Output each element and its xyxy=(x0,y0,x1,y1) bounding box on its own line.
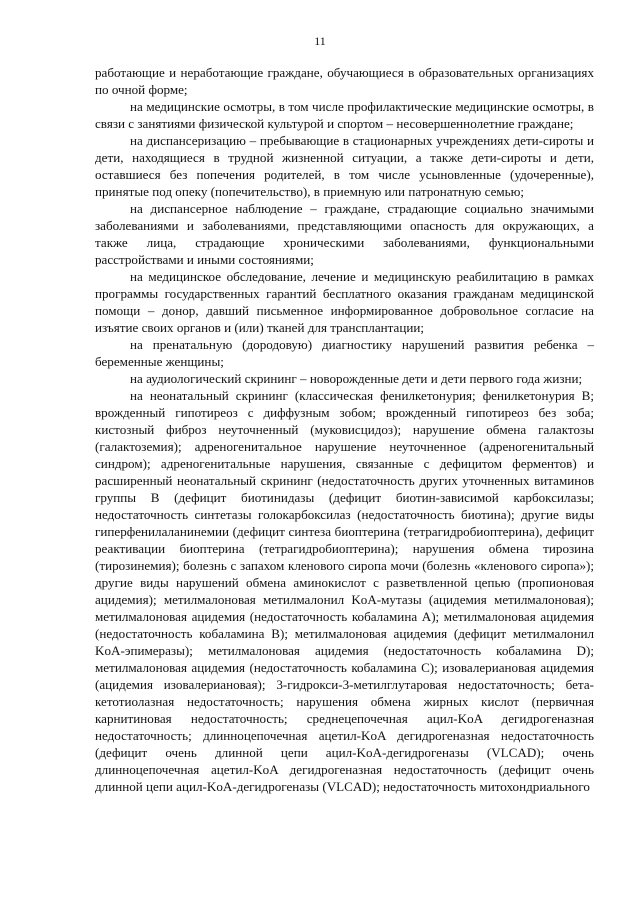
document-body xyxy=(95,64,594,795)
paragraph: на медицинское обследование, лечение и медицинскую реабилитацию в рамках программы государственных гарантий бесплатного оказания гражданам медицинской помощи – донор, давший письменное информированное добровольное согласие на изъятие своих органов и (или) тканей для трансплантации; xyxy=(95,269,594,335)
paragraph: на медицинские осмотры, в том числе профилактические медицинские осмотры, в связи с занятиями физической культурой и спортом – несовершеннолетние граждане; xyxy=(95,99,594,131)
paragraph: на диспансерное наблюдение – граждане, страдающие социально значимыми заболеваниями и заболеваниями, представляющими опасность для окружающих, а также лица, страдающие хроническими заболеваниями, функциональными расстройствами и иными состояниями; xyxy=(95,201,594,267)
paragraph: на аудиологический скрининг – новорожденные дети и дети первого года жизни; xyxy=(130,371,583,386)
paragraph: на пренатальную (дородовую) диагностику нарушений развития ребенка – беременные женщины; xyxy=(95,337,594,369)
paragraph: работающие и неработающие граждане, обучающиеся в образовательных организациях по очной форме; xyxy=(95,65,594,97)
paragraph: на неонатальный скрининг (классическая фенилкетонурия; фенилкетонурия B; врожденный гипотиреоз с диффузным зобом; врожденный гипотиреоз без зоба; кистозный фиброз неуточненный (муковисцидоз); нарушение обмена галактозы (галактоземия); адреногенитальное нарушение неуточненное (адреногенитальный синдром); адреногенитальные нарушения, связанные с дефицитом ферментов) и расширенный неонатальный скрининг (недостаточность других уточненных витаминов группы B (дефицит биотинидазы (дефицит биотин-зависимой карбоксилазы; недостаточность синтетазы голокарбоксилаз (недостаточность биотина); другие виды гиперфенилаланинемии (дефицит синтеза биоптерина (тетрагидробиоптерина), дефицит реактивации биоптерина (тетрагидробиоптерина); нарушения обмена тирозина (тирозинемия); болезнь с запахом кленового сиропа мочи (болезнь «кленового сиропа»); другие виды нарушений обмена аминокислот с разветвленной цепью (пропионовая ацидемия); метилмалоновая метилмалонил KoA-мутазы (ацидемия метилмалоновая); метилмалоновая ацидемия (недостаточность кобаламина A); метилмалоновая ацидемия (недостаточность кобаламина B); метилмалоновая ацидемия (дефицит метилмалонил KoA-эпимеразы); метилмалоновая ацидемия (недостаточность кобаламина D); метилмалоновая ацидемия (недостаточность кобаламина C); изовалериановая ацидемия (ацидемия изовалериановая); 3-гидрокси-3-метилглутаровая недостаточность; бета-кетотиолазная недостаточность; нарушения обмена жирных кислот (первичная карнитиновая недостаточность; среднецепочечная ацил-KoA дегидрогеназная недостаточность; длинноцепочечная ацетил-KoA дегидрогеназная недостаточность (дефицит очень длинной цепи ацил-KoA-дегидрогеназы (VLCAD); очень длинноцепочечная ацетил-KoA дегидрогеназная недостаточность (дефицит очень длинной цепи ацил-KoA-дегидрогеназы (VLCAD); недостаточность митохондриального xyxy=(95,388,594,794)
paragraph: на диспансеризацию – пребывающие в стационарных учреждениях дети-сироты и дети, находящиеся в трудной жизненной ситуации, а также дети-сироты и дети, оставшиеся без попечения родителей, в том числе усыновленные (удочеренные), принятые под опеку (попечительство), в приемную или патронатную семью; xyxy=(95,133,594,199)
page-number: 11 xyxy=(314,34,326,48)
